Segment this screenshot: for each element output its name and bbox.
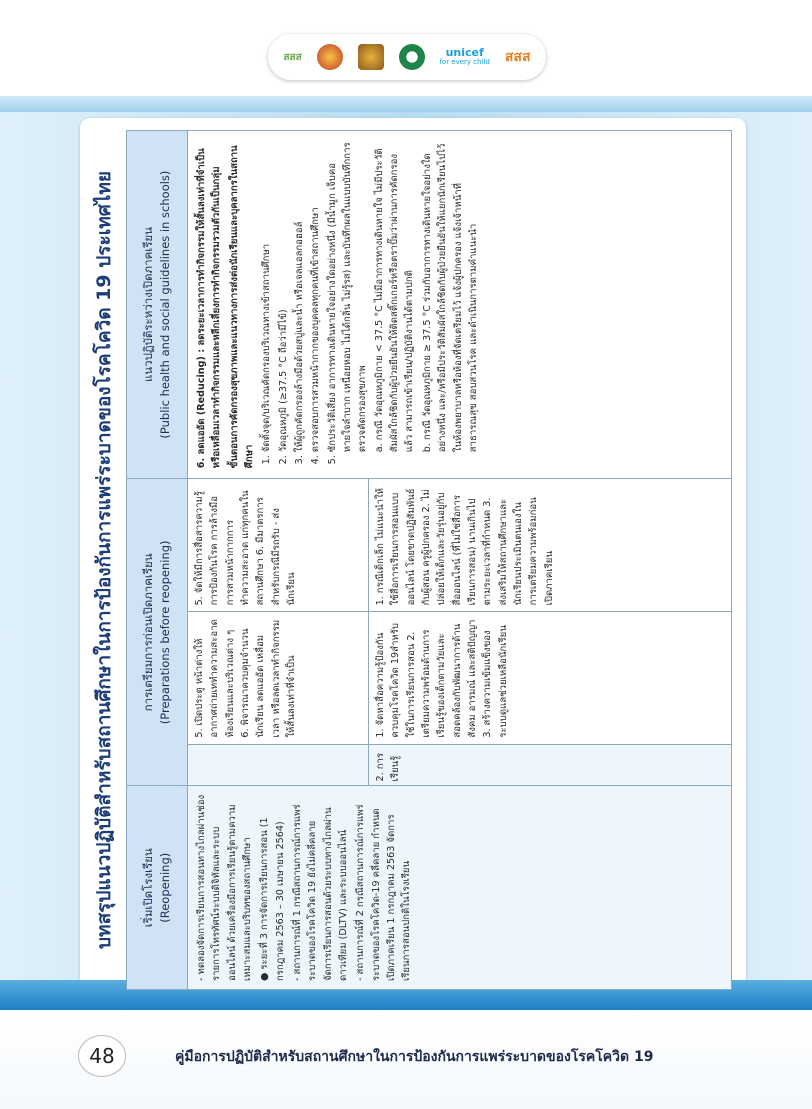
unicef-text: unicef	[445, 46, 484, 60]
guidelines-column	[188, 131, 731, 478]
header-th: แนวปฏิบัติระหว่างเปิดภาคเรียน	[140, 227, 155, 383]
preparations-cell: 5. จัดให้มีการสื่อสารความรู้การป้องกันโรค การล้างมือ การสวมหน้ากากการทำความสะอาด แก่ทุกคนในสถานศึกษา 6. มีมาตรการสำหรับกรณีมีรถรับ - ส่งนักเรียน	[194, 490, 298, 606]
table-header	[127, 131, 188, 989]
header-en: (Preparations before reopening)	[158, 540, 172, 725]
sss-logo: สสส	[504, 49, 531, 65]
preparations-column	[188, 478, 731, 785]
reopening-text: - ทดลองจัดการเรียนการสอนทางไกลผ่านช่องรายการโทรทัศน์ระบบดิจิทัลและระบบออนไลน์ ด้วยเครื่องมือการเรียนรู้ตามความเหมาะสมและบริบทของสถานศึกษา	[196, 794, 254, 981]
screening-step: 3. ให้ผู้ถูกคัดกรองล้างมือด้วยสบู่และน้ำ หรือเจลแอลกอฮอล์	[292, 141, 307, 452]
summary-table	[126, 130, 732, 990]
top-band	[0, 0, 812, 100]
screening-step: 2. วัดอุณหภูมิ (≥37.5 °C ถือว่ามีไข้)	[276, 141, 291, 452]
screening-case-b: b. กรณี วัดอุณหภูมิกาย ≥ 37.5 °C ร่วมกับอาการทางเดินหายใจอย่างใดอย่างหนึ่ง และ/หรือมีประวัติสัมผัสใกล้ชิดกับผู้ป่วยยืนยันให้แยกนักเรียนไปไว้ในห้องพยาบาลหรือห้องที่จัดเตรียมไว้ แจ้งผู้ปกครอง แจ้งเจ้าหน้าที่สาธารณสุข สอบสวนโรค และดำเนินการตามคำแนะนำ	[421, 143, 479, 453]
emblem-logo-2	[358, 44, 384, 70]
preparations-row	[188, 479, 369, 785]
screening-case-a: a. กรณี วัดอุณหภูมิกาย < 37.5 °C ไม่มีอาการทางเดินหายใจ ไม่มีประวัติสัมผัสใกล้ชิดกับผู้ป่วยยืนยันให้ติดสติ๊กเกอร์หรือตราปั๊มว่าผ่านการคัดกรองแล้ว สามารถเข้าเรียน/ปฏิบัติงานได้ตามปกติ	[373, 148, 416, 453]
reopening-column	[188, 785, 731, 989]
reopening-text: - สถานการณ์ที่ 2 กรณีสถานการณ์การแพร่ระบาดของโรคโควิด-19 คลี่คลาย กำหนดเปิดภาคเรียน 1 กรกฎาคม 2563 จัดการเรียนการสอนปกติในโรงเรียน	[355, 804, 413, 981]
preparations-cell: 1. จัดหาสื่อความรู้ป้องกันควบคุมโรคโควิด 19สำหรับใช้ในการเรียนการสอน 2. เตรียมความพร้อมด้านการเรียนรู้ของเด็กตามวัยและสอดคล้องกับพัฒนาการด้านสังคม อารมณ์ และสติปัญญา 3. สร้างความเข้มแข็งของระบบดูแลช่วยเหลือนักเรียน	[369, 611, 731, 743]
table-body	[188, 131, 731, 989]
logo-bar	[268, 34, 546, 80]
footer-title: คู่มือการปฏิบัติสำหรับสถานศึกษาในการป้องกันการแพร่ระบาดของโรคโควิด 19	[175, 1049, 654, 1065]
preparations-cell: 5. เปิดประตู หน้าต่างให้อากาศถ่ายเททำความสะอาดห้องเรียนและบริเวณต่าง ๆ 6. พิจารณาควบคุมจำนวนนักเรียน ลดแออัด เหลื่อมเวลา หรือลดเวลาทำกิจกรรมให้สั้นลงเท่าที่จำเป็น	[188, 611, 368, 743]
preparations-cell: 1. กรณีเด็กเล็ก ไม่แนะนำให้ใช้สื่อการเรียนการสอนแบบออนไลน์ โดยขาดปฏิสัมพันธ์กับผู้สอน ครูผู้ปกครอง 2. ไม่ปล่อยให้เด็กและวัยรุ่นอยู่กับสื่อออนไลน์ (ที่ไม่ใช่สื่อการเรียนการสอน) นานเกินไปตามระยะเวลาที่กำหนด 3. ส่งเสริมให้สถานศึกษาและนักเรียนประเมินตนเองในการเตรียมความพร้อมก่อนเปิดภาคเรียน	[375, 488, 555, 606]
header-en: (Reopening)	[158, 852, 172, 923]
header-reopening	[127, 785, 187, 989]
screening-step: 1. จัดตั้งจุด/บริเวณคัดกรองบริเวณทางเข้าสถานศึกษา	[259, 141, 274, 452]
page-title: บทสรุปแนวปฏิบัติสำหรับสถานศึกษาในการป้องกันการแพร่ระบาดของโรคโควิด 19 ประเทศไทย	[93, 171, 115, 950]
health-dept-logo	[399, 44, 425, 70]
emblem-logo	[317, 44, 343, 70]
row-label	[188, 744, 368, 786]
header-en: (Public health and social guidelines in schools)	[158, 170, 172, 439]
screening-steps	[259, 141, 370, 468]
reopening-text: ● ระยะที่ 3 การจัดการเรียนการสอน (1 กรกฎาคม 2563 – 30 เมษายน 2564)	[259, 817, 286, 981]
page-number: 48	[78, 1035, 126, 1077]
rotated-content	[86, 130, 736, 990]
reopening-text: - สถานการณ์ที่ 1 กรณีสถานการณ์การแพร่ระบาดของโรคโควิด 19 ยังไม่คลี่คลาย จัดการเรียนการสอนด้วยระบบทางไกลผ่านดาวเทียม (DLTV) และระบบออนไลน์	[292, 804, 350, 981]
unicef-logo	[439, 47, 489, 67]
header-th: เริ่มเปิดโรงเรียน	[140, 848, 155, 928]
header-preparations	[127, 478, 187, 785]
unicef-tagline: for every child	[439, 58, 490, 67]
screening-title: ขั้นตอนการคัดกรองสุขภาพและแนวทางการส่งต่อนักเรียนและบุคลากรในสถานศึกษา	[228, 145, 256, 469]
screening-step: 5. ซักประวัติเสี่ยง อาการทางเดินหายใจอย่างใดอย่างหนึ่ง (มีน้ำมูก เจ็บคอ หายใจลำบาก เหนื่อยหอบ ไม่ได้กลิ่น ไม่รู้รส) และบันทึกผลในแบบบันทึกการตรวจคัดกรองสุขภาพ	[325, 141, 371, 452]
thaihealth-logo: สสส	[283, 51, 302, 63]
guideline-item-6: 6. ลดแออัด (Reducing) : ลดระยะเวลาการทำกิจกรรมให้สั้นลงเท่าที่จำเป็นหรือเหลื่อมเวลาทำกิจกรรมและหลีกเลี่ยงการทำกิจกรรมรวมตัวกันเป็นกลุ่ม	[196, 148, 223, 469]
header-guidelines	[127, 131, 187, 478]
screening-step: 4. ตรวจสอบการสวมหน้ากากของบุคคลทุกคนที่เข้าสถานศึกษา	[308, 141, 323, 452]
row-label: 2. การเรียนรู้	[369, 744, 731, 786]
preparations-row	[369, 479, 731, 785]
header-th: การเตรียมการก่อนเปิดภาคเรียน	[140, 553, 155, 712]
